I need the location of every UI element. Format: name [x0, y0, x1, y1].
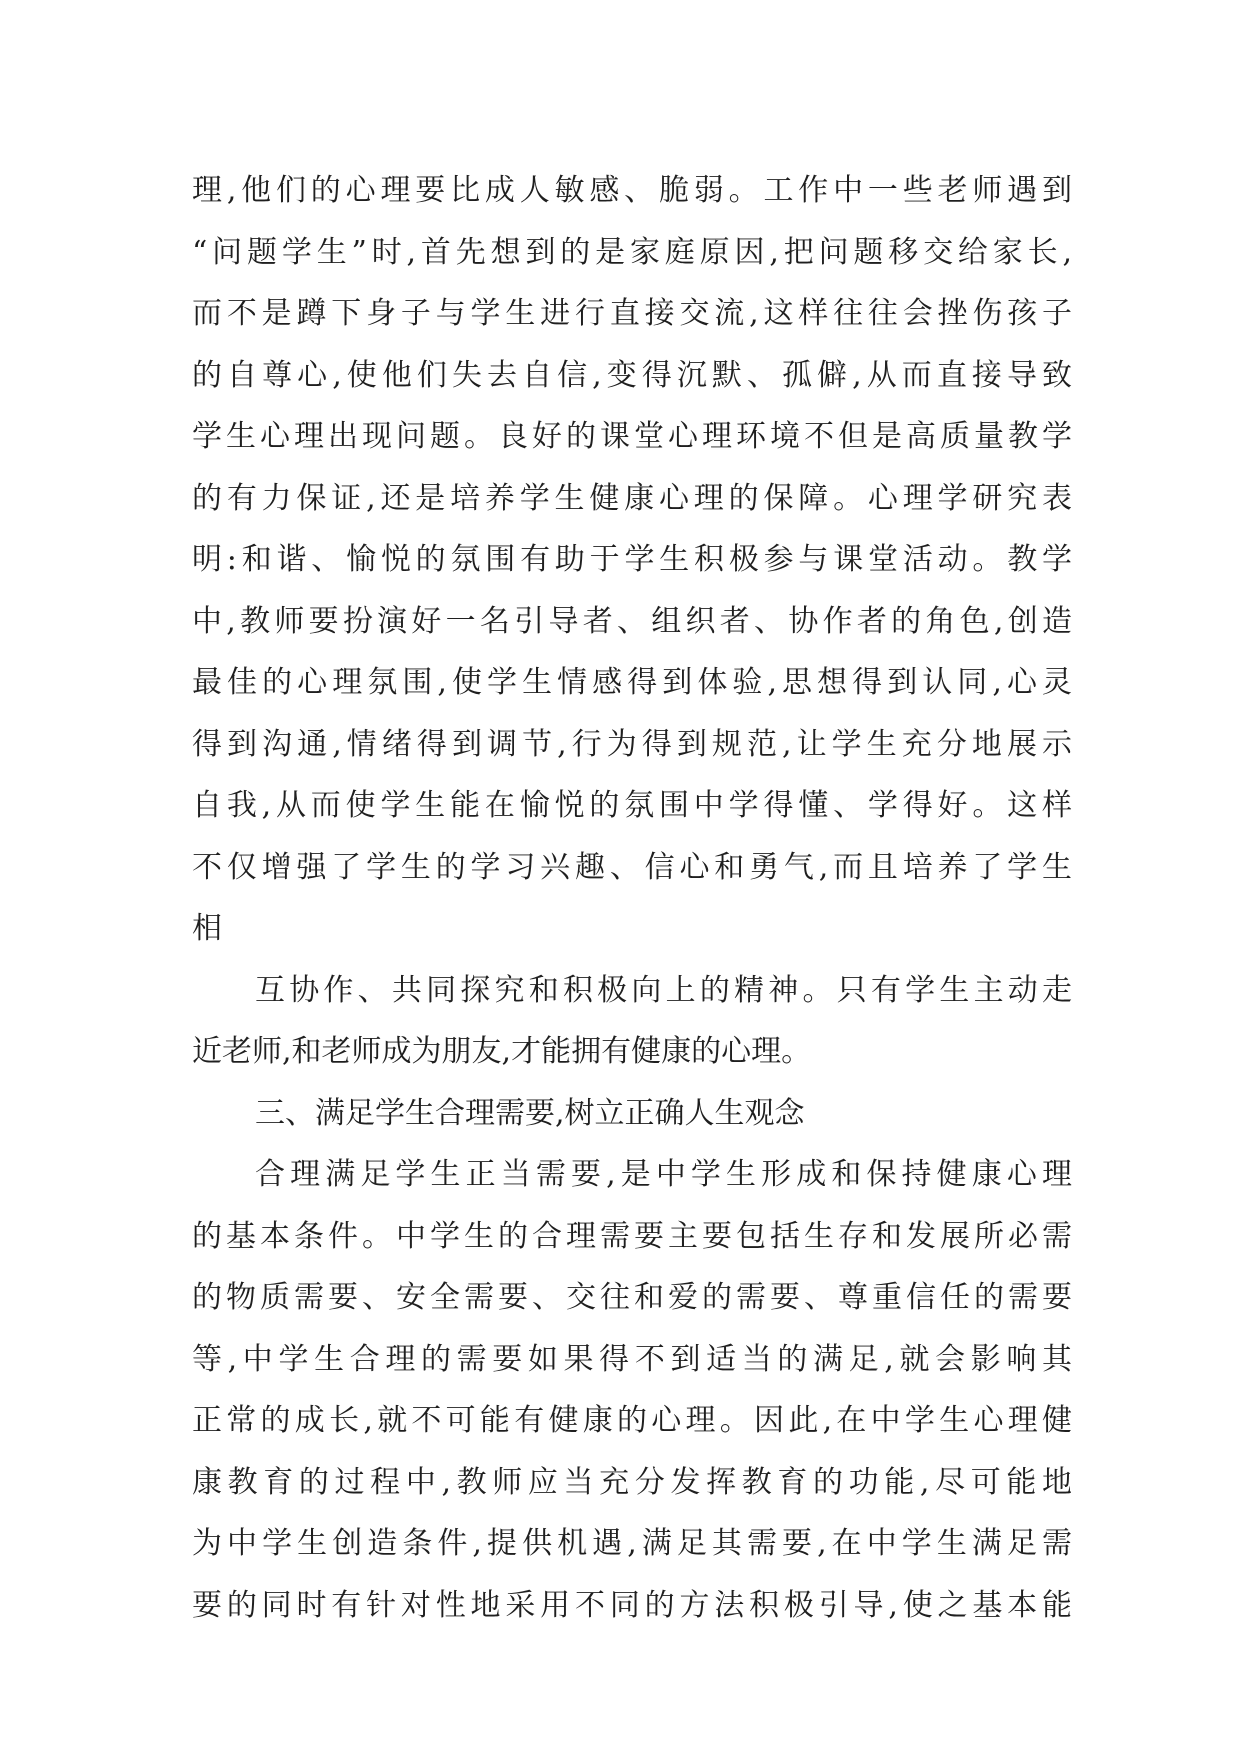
text-line: 正常的成长,就不可能有健康的心理。因此,在中学生心理健: [192, 1403, 1072, 1438]
text-line: 等,中学生合理的需要如果得不到适当的满足,就会影响其: [192, 1341, 1072, 1377]
body-text: [192, 160, 1072, 1636]
text-line: 康教育的过程中,教师应当充分发挥教育的功能,尽可能地: [192, 1464, 1072, 1500]
text-line: 不仅增强了学生的学习兴趣、信心和勇气,而且培养了学生: [192, 849, 1072, 885]
text-line: 的自尊心,使他们失去自信,变得沉默、孤僻,从而直接导致: [192, 357, 1072, 393]
text-line: 明:和谐、愉悦的氛围有助于学生积极参与课堂活动。教学: [192, 542, 1072, 577]
text-line: 自我,从而使学生能在愉悦的氛围中学得懂、学得好。这样: [192, 788, 1072, 823]
text-line: 中,教师要扮演好一名引导者、组织者、协作者的角色,创造: [192, 603, 1072, 639]
text-line: 的基本条件。中学生的合理需要主要包括生存和发展所必需: [192, 1218, 1072, 1254]
text-line: 理,他们的心理要比成人敏感、脆弱。工作中一些老师遇到: [192, 173, 1072, 208]
paragraph-start-line: 互协作、共同探究和积极向上的精神。只有学生主动走: [255, 972, 1072, 1008]
text-line: 要的同时有针对性地采用不同的方法积极引导,使之基本能: [192, 1587, 1072, 1623]
text-line: 相: [192, 911, 222, 946]
text-line: 近老师,和老师成为朋友,才能拥有健康的心理。: [192, 1034, 812, 1069]
text-line: 为中学生创造条件,提供机遇,满足其需要,在中学生满足需: [192, 1526, 1072, 1561]
text-line: 最佳的心理氛围,使学生情感得到体验,思想得到认同,心灵: [192, 665, 1072, 700]
text-line: 的有力保证,还是培养学生健康心理的保障。心理学研究表: [192, 480, 1072, 516]
paragraph-start-line: 合理满足学生正当需要,是中学生形成和保持健康心理: [255, 1157, 1072, 1192]
text-line: 而不是蹲下身子与学生进行直接交流,这样往往会挫伤孩子: [192, 296, 1072, 331]
text-line: 的物质需要、安全需要、交往和爱的需要、尊重信任的需要: [192, 1280, 1072, 1315]
text-line: 得到沟通,情绪得到调节,行为得到规范,让学生充分地展示: [192, 726, 1072, 762]
section-heading: 三、满足学生合理需要,树立正确人生观念: [255, 1095, 805, 1131]
text-line: 学生心理出现问题。良好的课堂心理环境不但是高质量教学: [192, 419, 1072, 454]
text-line: “问题学生”时,首先想到的是家庭原因,把问题移交给家长,: [192, 234, 1072, 270]
